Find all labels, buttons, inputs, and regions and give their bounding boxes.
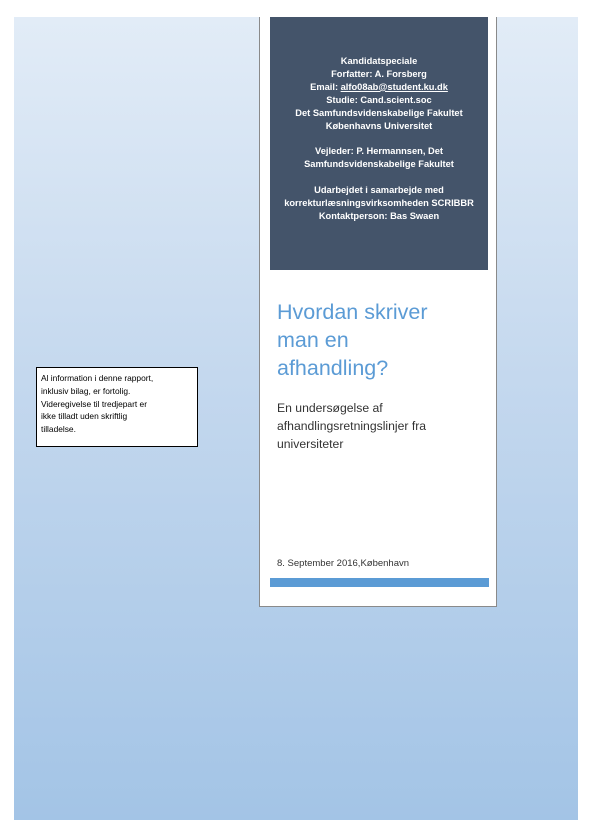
notice-line: Al information i denne rapport, xyxy=(41,373,154,383)
degree-label: Kandidatspeciale xyxy=(340,56,418,66)
document-title xyxy=(277,298,487,382)
email-line xyxy=(270,81,488,94)
cover-panel xyxy=(259,17,497,607)
collaboration-line-2: korrekturlæsningsvirksomheden SCRIBBR xyxy=(284,198,474,209)
date-place: 8. September 2016,København xyxy=(277,558,410,569)
university-line: Københavns Universitet xyxy=(325,120,433,131)
faculty-line: Det Samfundsvidenskabelige Fakultet xyxy=(295,107,463,118)
supervisor-line-2: Samfundsvidenskabelige Fakultet xyxy=(304,159,454,170)
author-line: Forfatter: A. Forsberg xyxy=(331,68,427,79)
subtitle-line: afhandlingsretningslinjer fra xyxy=(277,419,427,433)
notice-line: Videregivelse til tredjepart er xyxy=(41,398,147,409)
title-line: afhandling? xyxy=(277,356,389,380)
accent-bar xyxy=(270,578,489,587)
notice-line: ikke tilladt uden skriftlig xyxy=(41,411,128,422)
supervisor-line-1: Vejleder: P. Hermannsen, Det xyxy=(315,146,443,157)
subtitle-line: En undersøgelse af xyxy=(277,401,383,415)
author-info-box xyxy=(270,17,488,270)
contact-person-line: Kontaktperson: Bas Swaen xyxy=(318,211,440,222)
document-subtitle xyxy=(277,399,492,453)
confidentiality-notice xyxy=(36,367,198,447)
email-link[interactable]: alfo08ab@student.ku.dk xyxy=(340,81,448,92)
title-line: Hvordan skriver xyxy=(277,300,428,324)
collaboration-line-1: Udarbejdet i samarbejde med xyxy=(314,185,444,196)
notice-line: tilladelse. xyxy=(41,424,76,435)
study-line: Studie: Cand.scient.soc xyxy=(326,94,432,105)
notice-line: inklusiv bilag, er fortolig. xyxy=(41,385,131,396)
title-line: man en xyxy=(277,328,349,352)
email-label: Email: xyxy=(310,81,339,92)
subtitle-line: universiteter xyxy=(277,437,344,451)
